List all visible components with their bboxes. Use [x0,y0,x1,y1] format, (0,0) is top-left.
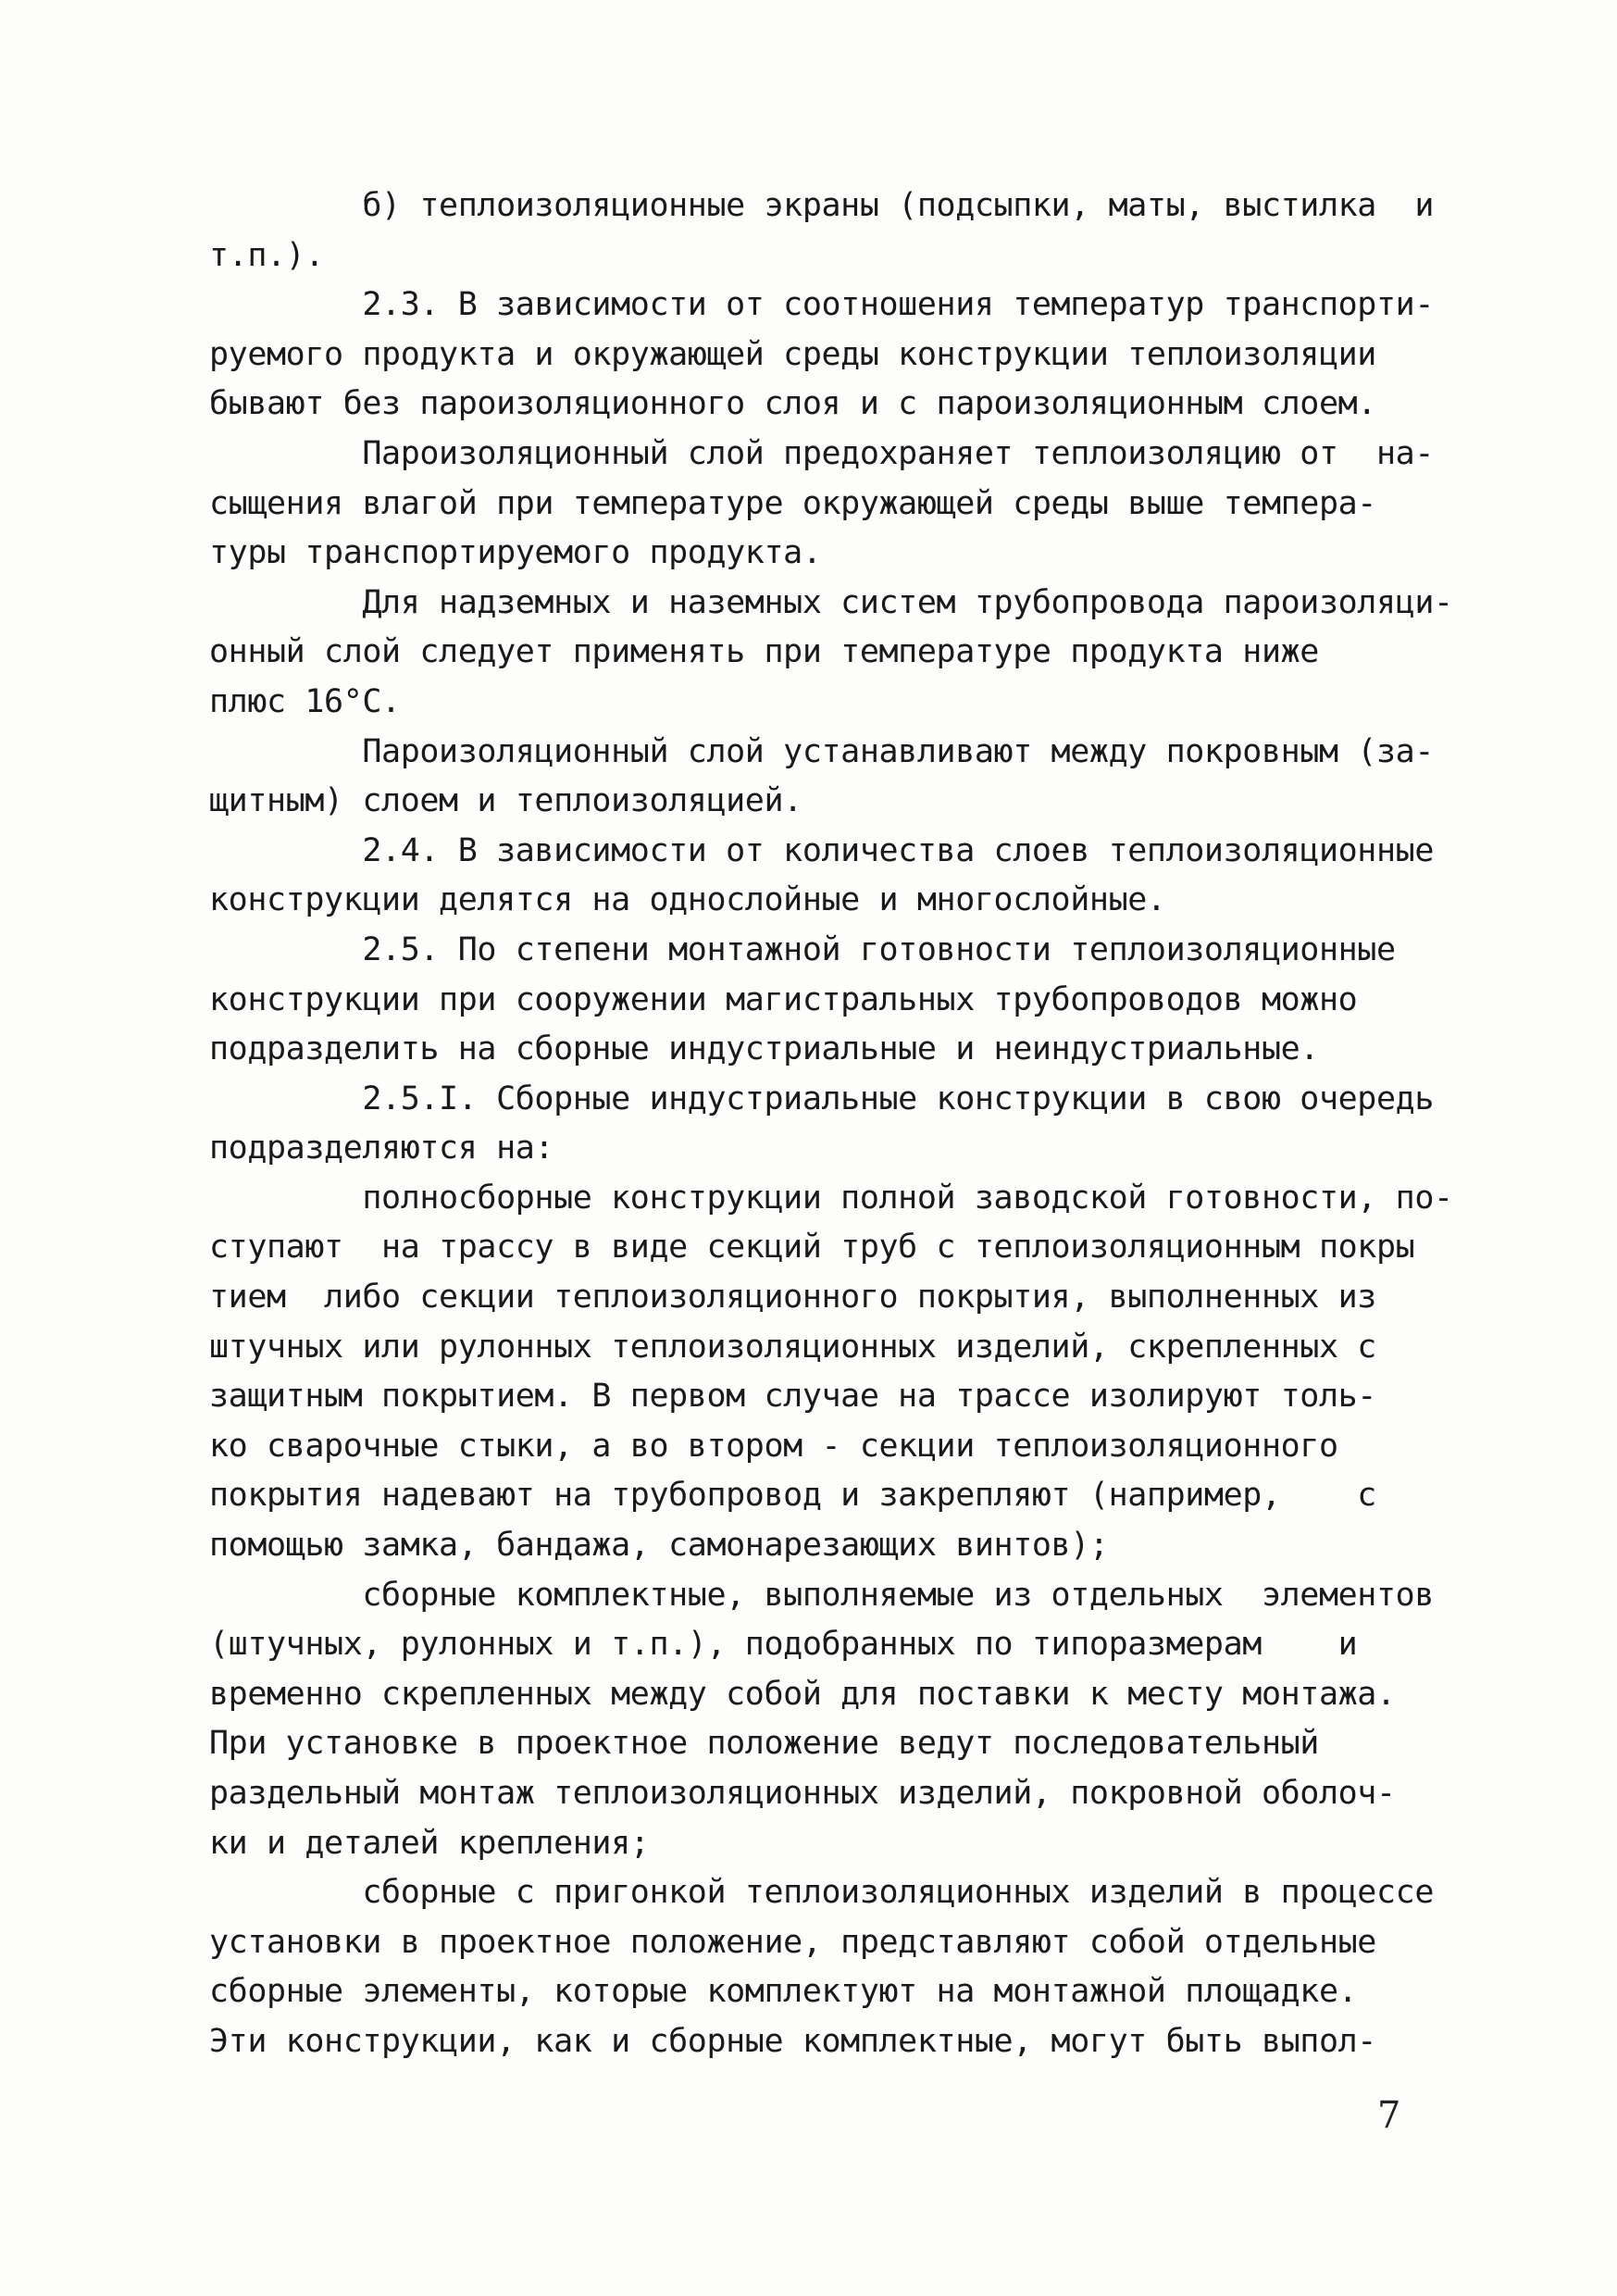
text-line: т.п.). [209,236,325,274]
text-line: покрытия надевают на трубопровод и закрепляют (например, с [209,1477,1376,1515]
text-line: подразделить на сборные индустриальные и неиндустриальные. [209,1030,1319,1068]
text-line: Эти конструкции, как и сборные комплектные, могут быть выпол- [209,2022,1376,2060]
text-line: Пароизоляционный слой предохраняет теплоизоляцию от на- [209,434,1434,472]
text-line: сыщения влагой при температуре окружающей среды выше темпера- [209,484,1376,522]
text-line: щитным) слоем и теплоизоляцией. [209,782,802,820]
text-line: раздельный монтаж теплоизоляционных изделий, покровной оболоч- [209,1775,1396,1812]
text-line: онный слой следует применять при температуре продукта ниже [209,633,1319,671]
text-line: 2.5. По степени монтажной готовности теплоизоляционные [209,930,1396,968]
text-line: защитным покрытием. В первом случае на трассе изолируют толь- [209,1378,1376,1416]
text-line: туры транспортируемого продукта. [209,534,822,572]
text-line: ступают на трассу в виде секций труб с теплоизоляционным покры [209,1229,1415,1267]
text-line: руемого продукта и окружающей среды конструкции теплоизоляции [209,335,1376,373]
text-line: тием либо секции теплоизоляционного покрытия, выполненных из [209,1279,1376,1316]
text-line: 2.4. В зависимости от количества слоев теплоизоляционные [209,831,1434,869]
text-line: временно скрепленных между собой для поставки к месту монтажа. [209,1675,1396,1713]
text-line: плюс 16°С. [209,682,401,720]
page-number: 7 [1377,2094,1401,2137]
text-line: б) теплоизоляционные экраны (подсыпки, маты, выстилка и [209,187,1434,224]
text-line: При установке в проектное положение ведут последовательный [209,1725,1319,1763]
text-line: (штучных, рулонных и т.п.), подобранных по типоразмерам и [209,1626,1358,1664]
text-line: 2.5.I. Сборные индустриальные конструкции в свою очередь [209,1079,1434,1117]
text-line: конструкции при сооружении магистральных трубопроводов можно [209,980,1358,1018]
text-line: ки и деталей крепления; [209,1824,650,1862]
text-line: Пароизоляционный слой устанавливают между покровным (за- [209,732,1434,770]
body-text [209,181,1453,2067]
text-line: ко сварочные стыки, а во втором - секции теплоизоляционного [209,1427,1338,1465]
text-line: помощью замка, бандажа, самонарезающих винтов); [209,1527,1109,1565]
text-line: установки в проектное положение, представляют собой отдельные [209,1923,1376,1961]
text-line: Для надземных и наземных систем трубопровода пароизоляци- [209,583,1453,621]
text-line: полносборные конструкции полной заводской готовности, по- [209,1179,1453,1217]
text-line: 2.3. В зависимости от соотношения температур транспорти- [209,286,1434,324]
text-line: бывают без пароизоляционного слоя и с пароизоляционным слоем. [209,385,1376,423]
text-line: сборные с пригонкой теплоизоляционных изделий в процессе [209,1874,1434,1912]
text-line: сборные комплектные, выполняемые из отдельных элементов [209,1576,1434,1614]
text-line: сборные элементы, которые комплектуют на монтажной площадке. [209,1973,1358,2011]
text-line: подразделяются на: [209,1129,554,1167]
text-line: конструкции делятся на однослойные и многослойные. [209,881,1166,919]
text-line: штучных или рулонных теплоизоляционных изделий, скрепленных с [209,1328,1376,1366]
